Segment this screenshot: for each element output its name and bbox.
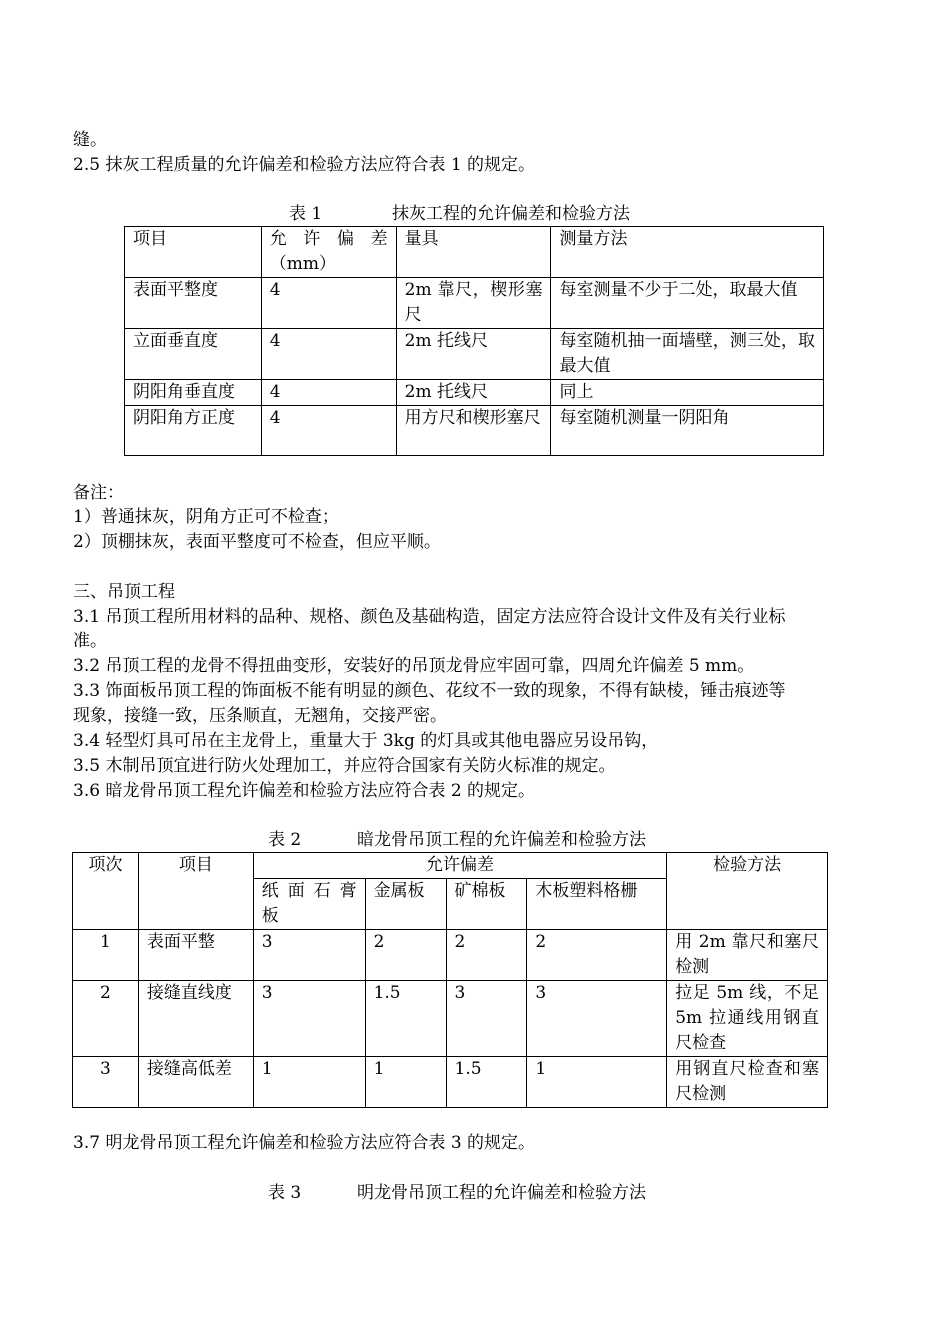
table-cell: 1.5: [365, 981, 446, 1057]
table1-caption-title: 抹灰工程的允许偏差和检验方法: [392, 204, 630, 224]
note-item: 1）普通抹灰，阴角方正可不检查；: [73, 507, 339, 527]
paragraph: 3.7 明龙骨吊顶工程允许偏差和检验方法应符合表 3 的规定。: [73, 1133, 536, 1153]
table-header-cell: 量具: [396, 227, 551, 278]
table-cell: 每室测量不少于二处，取最大值: [551, 278, 824, 329]
table-cell: 1: [527, 1057, 667, 1108]
table-row: [125, 329, 824, 380]
table-cell: 2m 靠尺，楔形塞尺: [396, 278, 551, 329]
table-header-cell: 允许偏差: [253, 853, 666, 879]
table-cell: 1: [253, 1057, 365, 1108]
table-cell: 阴阳角方正度: [125, 406, 262, 456]
table-cell: 表面平整: [138, 930, 253, 981]
table-cell: 同上: [551, 380, 824, 406]
table1-header-row: [125, 227, 824, 278]
table-cell: 4: [261, 406, 396, 456]
table-cell: 4: [261, 380, 396, 406]
table-cell: 2m 托线尺: [396, 380, 551, 406]
table-header-cell: 检验方法: [667, 853, 828, 930]
table2: [72, 852, 828, 1108]
paragraph: 3.5 木制吊顶宜进行防火处理加工，并应符合国家有关防火标准的规定。: [73, 756, 616, 776]
table-cell: 1.5: [446, 1057, 527, 1108]
table-cell: 2m 托线尺: [396, 329, 551, 380]
paragraph: 现象，接缝一致，压条顺直，无翘角，交接严密。: [73, 706, 447, 726]
paragraph: 准。: [73, 631, 107, 651]
table-header-cell: 金属板: [365, 879, 446, 930]
table-cell: 接缝高低差: [138, 1057, 253, 1108]
table-cell: 用 2m 靠尺和塞尺检测: [667, 930, 828, 981]
table-header-cell: 项次: [73, 853, 139, 930]
table-row: [73, 930, 828, 981]
paragraph: 2.5 抹灰工程质量的允许偏差和检验方法应符合表 1 的规定。: [73, 155, 536, 175]
table-row: [73, 1057, 828, 1108]
table-cell: 接缝直线度: [138, 981, 253, 1057]
table-row: [125, 278, 824, 329]
table-cell: 拉足 5m 线，不足 5m 拉通线用钢直尺检查: [667, 981, 828, 1057]
table-cell: 立面垂直度: [125, 329, 262, 380]
paragraph: 3.2 吊顶工程的龙骨不得扭曲变形，安装好的吊顶龙骨应牢固可靠，四周允许偏差 5 mm。: [73, 656, 755, 676]
table-row: [125, 380, 824, 406]
table-header-cell: 项目: [138, 853, 253, 930]
paragraph: 3.4 轻型灯具可吊在主龙骨上，重量大于 3kg 的灯具或其他电器应另设吊钩，: [73, 731, 659, 751]
table-cell: 阴阳角垂直度: [125, 380, 262, 406]
table-cell: 每室随机测量一阴阳角: [551, 406, 824, 456]
note-heading: 备注：: [73, 483, 124, 503]
paragraph: 3.6 暗龙骨吊顶工程允许偏差和检验方法应符合表 2 的规定。: [73, 781, 536, 801]
table-cell: 2: [365, 930, 446, 981]
table-cell: 4: [261, 278, 396, 329]
table-cell: 用钢直尺检查和塞尺检测: [667, 1057, 828, 1108]
table2-header-row: [73, 853, 828, 879]
table2-caption-number: 表 2: [268, 830, 302, 850]
table-row: [73, 981, 828, 1057]
paragraph: 缝。: [73, 130, 107, 150]
paragraph: 3.1 吊顶工程所用材料的品种、规格、颜色及基础构造，固定方法应符合设计文件及有关行业标: [73, 607, 786, 627]
table2-caption-title: 暗龙骨吊顶工程的允许偏差和检验方法: [357, 830, 646, 850]
table-header-cell: 测量方法: [551, 227, 824, 278]
table-row: [125, 406, 824, 456]
paragraph: 3.3 饰面板吊顶工程的饰面板不能有明显的颜色、花纹不一致的现象，不得有缺棱，锤击痕迹等: [73, 681, 786, 701]
table-cell: 4: [261, 329, 396, 380]
table3-caption-title: 明龙骨吊顶工程的允许偏差和检验方法: [357, 1183, 646, 1203]
table-cell: 3: [73, 1057, 139, 1108]
table1: [124, 226, 824, 456]
table-cell: 1: [365, 1057, 446, 1108]
table-cell: 3: [527, 981, 667, 1057]
table-header-cell: 允 许 偏 差（mm）: [261, 227, 396, 278]
table-cell: 3: [446, 981, 527, 1057]
table-cell: 3: [253, 981, 365, 1057]
table1-caption-number: 表 1: [289, 204, 323, 224]
table-cell: 2: [527, 930, 667, 981]
table-cell: 用方尺和楔形塞尺: [396, 406, 551, 456]
table-header-cell: 矿棉板: [446, 879, 527, 930]
table-cell: 每室随机抽一面墙壁，测三处，取最大值: [551, 329, 824, 380]
section-heading: 三、吊顶工程: [73, 582, 175, 602]
note-item: 2）顶棚抹灰，表面平整度可不检查，但应平顺。: [73, 532, 441, 552]
table-cell: 3: [253, 930, 365, 981]
table-cell: 2: [446, 930, 527, 981]
table-cell: 1: [73, 930, 139, 981]
table3-caption-number: 表 3: [268, 1183, 302, 1203]
table-header-cell: 项目: [125, 227, 262, 278]
table-header-cell: 木板塑料格栅: [527, 879, 667, 930]
table-cell: 2: [73, 981, 139, 1057]
table-header-cell: 纸 面 石 膏板: [253, 879, 365, 930]
table-cell: 表面平整度: [125, 278, 262, 329]
